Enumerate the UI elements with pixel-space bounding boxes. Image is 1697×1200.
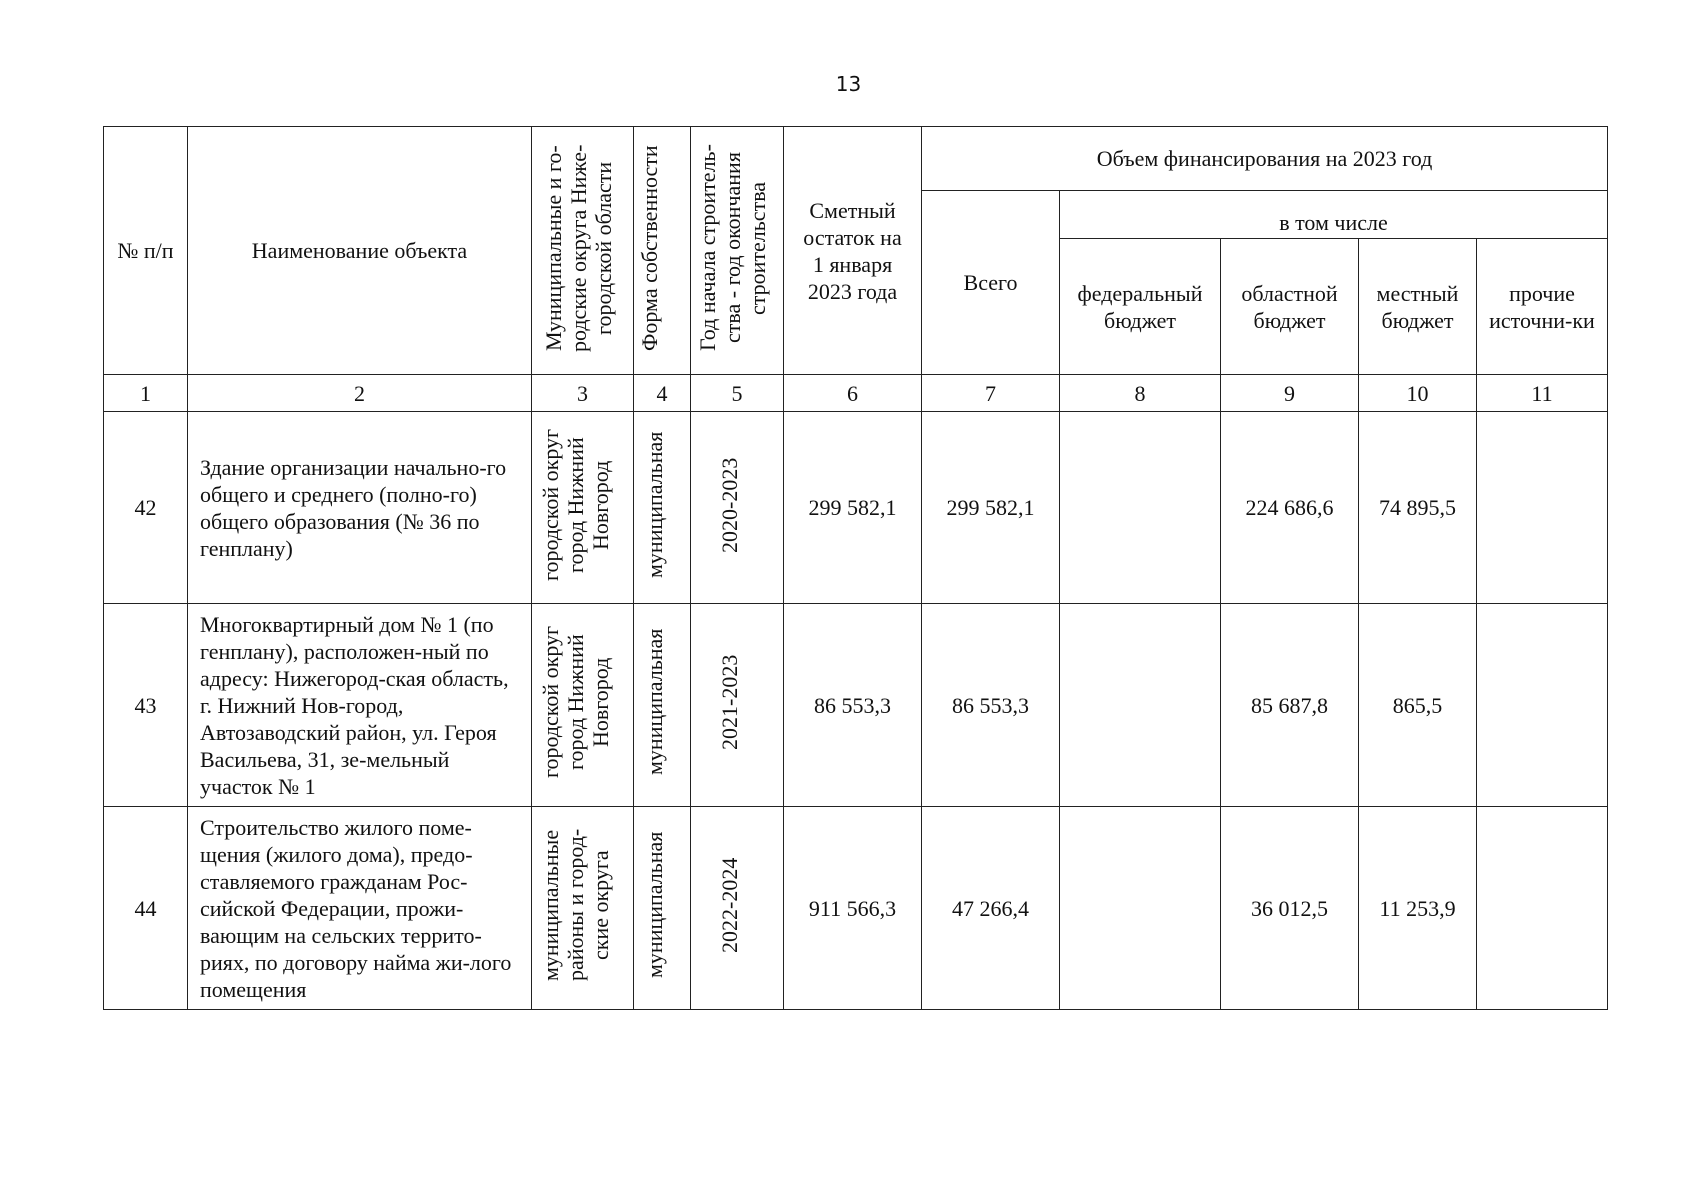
row-municipality: городской округ город Нижний Новгород (532, 412, 634, 604)
header-federal: федеральный бюджет (1060, 239, 1221, 375)
row-municipality: городской округ город Нижний Новгород (532, 604, 634, 807)
row-total: 299 582,1 (922, 412, 1060, 604)
row-local: 74 895,5 (1359, 412, 1477, 604)
column-number: 5 (691, 375, 784, 412)
header-other: прочие источни-ки (1477, 239, 1608, 375)
row-ownership: муниципальная (634, 412, 691, 604)
row-other (1477, 807, 1608, 1010)
column-number: 7 (922, 375, 1060, 412)
page-number: 13 (835, 72, 862, 96)
row-regional: 85 687,8 (1221, 604, 1359, 807)
header-row-1 (104, 127, 1608, 191)
row-estimate: 911 566,3 (784, 807, 922, 1010)
header-financing-group: Объем финансирования на 2023 год (922, 127, 1608, 191)
row-ownership: муниципальная (634, 604, 691, 807)
row-regional: 224 686,6 (1221, 412, 1359, 604)
header-ownership: Форма собственности (634, 127, 691, 375)
header-municipal: Муниципальные и го-родские округа Ниже-городской области (532, 127, 634, 375)
header-years: Год начала строитель-ства - год окончания строительства (691, 127, 784, 375)
column-number: 10 (1359, 375, 1477, 412)
row-municipality: муниципальные районы и город-ские округа (532, 807, 634, 1010)
header-num: № п/п (104, 127, 188, 375)
column-number-row (104, 375, 1608, 412)
row-years: 2020-2023 (691, 412, 784, 604)
row-object-name: Здание организации начально-го общего и среднего (полно-го) общего образования (№ 36 по генплану) (188, 412, 532, 604)
column-number: 9 (1221, 375, 1359, 412)
table-row (104, 412, 1608, 604)
header-regional: областной бюджет (1221, 239, 1359, 375)
row-num: 43 (104, 604, 188, 807)
column-number: 8 (1060, 375, 1221, 412)
row-other (1477, 604, 1608, 807)
row-num: 42 (104, 412, 188, 604)
row-total: 47 266,4 (922, 807, 1060, 1010)
column-number: 11 (1477, 375, 1608, 412)
financing-table (103, 126, 1608, 1010)
row-num: 44 (104, 807, 188, 1010)
row-federal (1060, 604, 1221, 807)
row-other (1477, 412, 1608, 604)
column-number: 6 (784, 375, 922, 412)
column-number: 1 (104, 375, 188, 412)
column-number: 4 (634, 375, 691, 412)
row-federal (1060, 807, 1221, 1010)
column-number: 3 (532, 375, 634, 412)
row-estimate: 86 553,3 (784, 604, 922, 807)
row-object-name: Строительство жилого поме-щения (жилого дома), предо-ставляемого гражданам Рос-сийской Федерации, прожи-вающим на сельских террито-риях, по договору найма жи-лого помещения (188, 807, 532, 1010)
header-total: Всего (922, 191, 1060, 375)
row-years: 2022-2024 (691, 807, 784, 1010)
header-estimate: Сметный остаток на 1 января 2023 года (784, 127, 922, 375)
row-object-name: Многоквартирный дом № 1 (по генплану), расположен-ный по адресу: Нижегород-ская область, г. Нижний Нов-город, Автозаводский район, ул. Героя Васильева, 31, зе-мельный участок № 1 (188, 604, 532, 807)
table-row (104, 807, 1608, 1010)
row-local: 865,5 (1359, 604, 1477, 807)
row-estimate: 299 582,1 (784, 412, 922, 604)
row-ownership: муниципальная (634, 807, 691, 1010)
row-total: 86 553,3 (922, 604, 1060, 807)
header-including: в том числе (1060, 191, 1608, 239)
row-years: 2021-2023 (691, 604, 784, 807)
row-regional: 36 012,5 (1221, 807, 1359, 1010)
column-number: 2 (188, 375, 532, 412)
row-federal (1060, 412, 1221, 604)
row-local: 11 253,9 (1359, 807, 1477, 1010)
header-name: Наименование объекта (188, 127, 532, 375)
table-row (104, 604, 1608, 807)
header-local: местный бюджет (1359, 239, 1477, 375)
